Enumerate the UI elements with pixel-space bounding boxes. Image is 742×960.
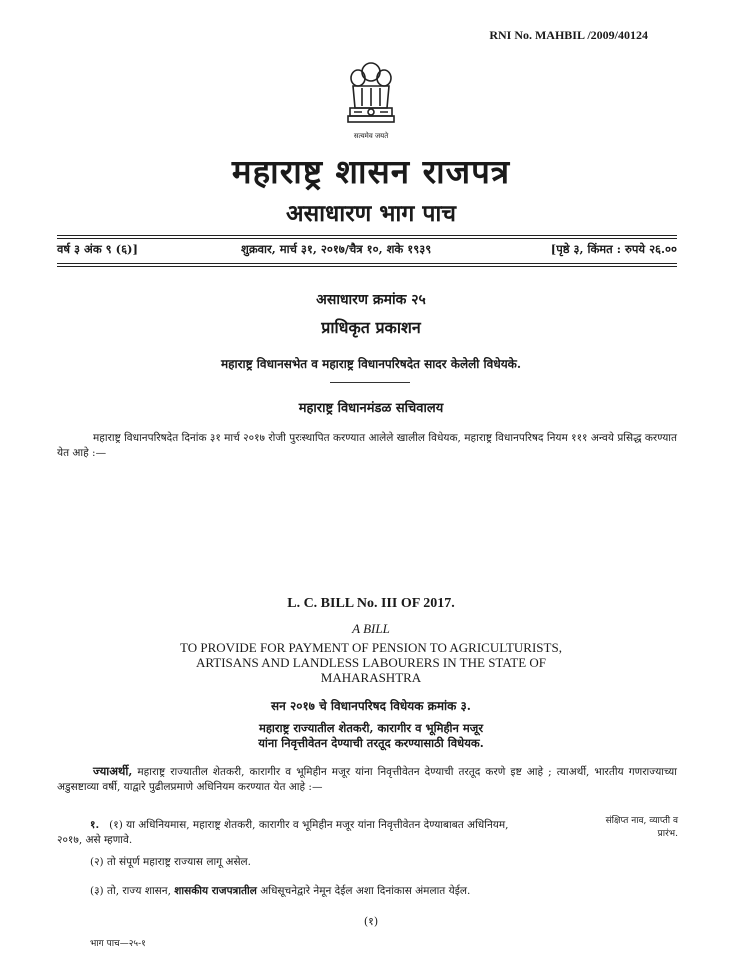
divider-top: [57, 235, 677, 236]
divider-top-double: [57, 238, 677, 239]
preamble-lead: ज्याअर्थी,: [93, 764, 133, 778]
preamble-text: महाराष्ट्र राज्यातील शेतकरी, कारागीर व भूमिहीन मजूर यांना निवृत्तीवेतन देण्याची तरतूद करणे इष्ट आहे ; त्याअर्थी, भारतीय गणराज्याच्या अडुसष्टाव्या वर्षी, याद्वारे पुढीलप्रमाणे अधिनियम करण्यात येत आहे :—: [57, 766, 677, 793]
authorized-publication: प्राधिकृत प्रकाशन: [321, 318, 421, 337]
section-1: [90, 818, 610, 833]
issue-volume: वर्ष ३ अंक ९ (६)]: [57, 242, 138, 256]
bill-purpose-line: TO PROVIDE FOR PAYMENT OF PENSION TO AGRICULTURISTS,: [180, 640, 562, 655]
divider-bottom-double: [57, 266, 677, 267]
bill-purpose: [0, 640, 742, 685]
extraordinary-number: असाधारण क्रमांक २५: [316, 292, 426, 308]
section-1-number: १.: [90, 819, 100, 831]
preamble: [57, 764, 677, 795]
section-3-c: अधिसूचनेद्वारे नेमून देईल अशा दिनांकास अंमलात येईल.: [256, 885, 471, 897]
gazette-subtitle: असाधारण भाग पाच: [286, 200, 456, 227]
page-number: (१): [363, 915, 379, 928]
bill-purpose-line: MAHARASHTRA: [320, 670, 422, 685]
issue-date: शुक्रवार, मार्च ३१, २०१७/चैत्र १०, शके १९३९: [241, 242, 432, 256]
intro-paragraph: महाराष्ट्र विधानपरिषदेत दिनांक ३१ मार्च २०१७ रोजी पुरःस्थापित करण्यात आलेले खालील विधेयक, महाराष्ट्र विधानपरिषद नियम १११ अन्वये प्रसिद्ध करण्यात येत आहे :—: [57, 432, 677, 459]
gazette-title: महाराष्ट्र शासन राजपत्र: [231, 152, 511, 191]
section-1-text: (१) या अधिनियमास, महाराष्ट्र शेतकरी, कारागीर व भूमिहीन मजूर यांना निवृत्तीवेतन देण्याबाबत अधिनियम,: [109, 819, 509, 831]
bill-number-marathi: सन २०१७ चे विधानपरिषद विधेयक क्रमांक ३.: [271, 699, 471, 713]
bills-heading: महाराष्ट्र विधानसभेत व महाराष्ट्र विधानपरिषदेत सादर केलेली विधेयके.: [220, 357, 522, 371]
section-3-a: (३) तो, राज्य शासन,: [90, 885, 175, 897]
a-bill-label: A BILL: [352, 621, 390, 636]
short-divider: [330, 382, 410, 383]
bill-title-marathi-line: यांना निवृत्तीवेतन देण्याची तरतूद करण्यासाठी विधेयक.: [258, 736, 484, 750]
issue-pages-price: [पृष्ठे ३, किंमत : रुपये २६.००: [550, 242, 677, 256]
section-1-continued: २०१७, असे म्हणावे.: [57, 834, 133, 846]
rni-number: RNI No. MAHBIL /2009/40124: [489, 28, 648, 42]
bill-title-marathi: [0, 721, 742, 751]
bill-purpose-line: ARTISANS AND LANDLESS LABOURERS IN THE STATE OF: [195, 655, 547, 670]
margin-note: संक्षिप्त नाव, व्याप्ती व प्रारंभ.: [605, 816, 678, 839]
section-3-gazette: शासकीय राजपत्रातील: [174, 885, 257, 897]
divider-bottom: [57, 263, 677, 264]
section-3: [90, 884, 470, 899]
section-2: (२) तो संपूर्ण महाराष्ट्र राज्यास लागू असेल.: [90, 856, 252, 868]
secretariat-heading: महाराष्ट्र विधानमंडळ सचिवालय: [298, 401, 444, 416]
bill-title-marathi-line: महाराष्ट्र राज्यातील शेतकरी, कारागीर व भूमिहीन मजूर: [258, 721, 484, 735]
footer-reference: भाग पाच—२५-१: [90, 939, 146, 949]
emblem-motto: सत्यमेव जयते: [353, 132, 389, 140]
bill-title: L. C. BILL No. III OF 2017.: [287, 596, 455, 611]
